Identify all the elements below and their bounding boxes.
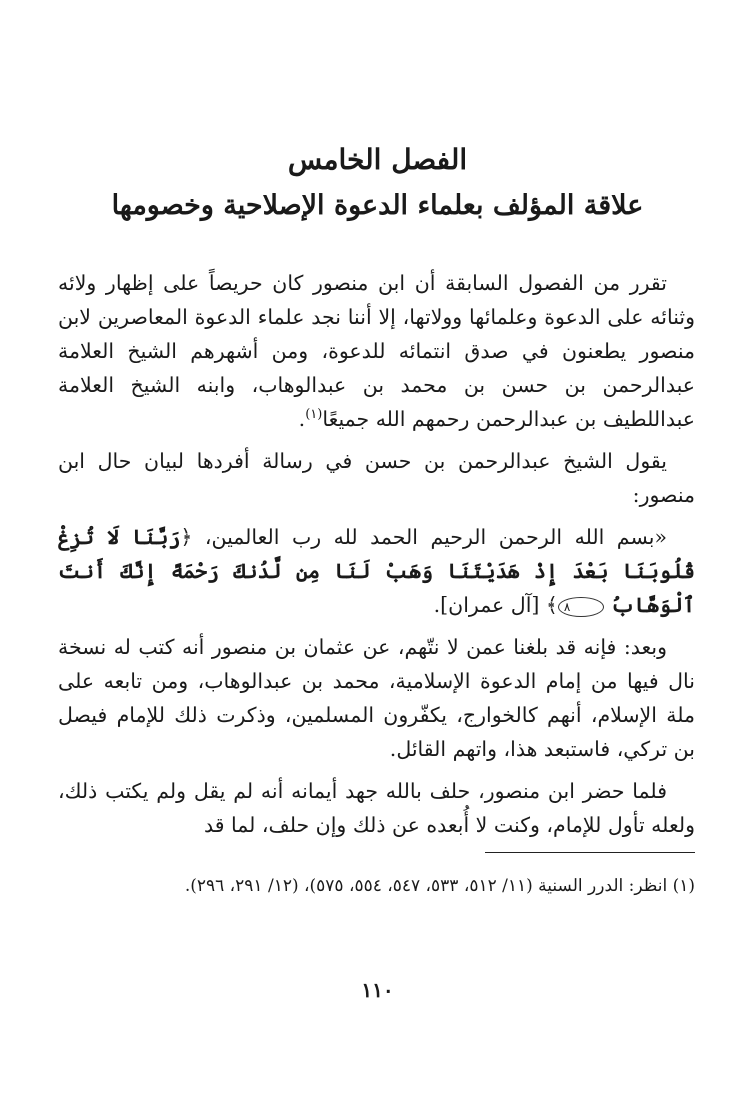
chapter-number: الفصل الخامس (287, 143, 468, 176)
sura-reference: ﴾ [آل عمران]. (433, 593, 558, 617)
paragraph-quote-intro: يقول الشيخ عبدالرحمن بن حسن في رسالة أفردها لبيان حال ابن منصور: (58, 449, 695, 507)
chapter-heading (60, 140, 695, 230)
quran-verse: رَبَّنَا لَا تُزِغْ قُلُوبَنَا بَعْدَ إِذْ هَدَيْتَنَا وَهَبْ لَنَا مِن لَّدُنكَ رَحْمَةً إِنَّكَ أَنتَ ٱلْوَهَّابُ (58, 525, 695, 617)
paragraph-intro-text: تقرر من الفصول السابقة أن ابن منصور كان حريصاً على إظهار ولائه وثنائه على الدعوة وعلمائها وولاتها، إلا أننا نجد علماء الدعوة المعاصرين لابن منصور يطعنون في صدق انتمائه للدعوة، ومن أشهرهم الشيخ العلامة عبدالرحمن بن حسن بن محمد بن عبدالوهاب، وابنه الشيخ العلامة عبداللطيف بن عبدالرحمن رحمهم الله جميعًا (58, 271, 695, 431)
chapter-title: علاقة المؤلف بعلماء الدعوة الإصلاحية وخصومها (111, 190, 644, 221)
ayah-number-marker: ٨ (558, 597, 604, 617)
paragraph-basmala (58, 520, 695, 622)
footnote-text: (١) انظر: الدرر السنية (١١/ ٥١٢، ٥٣٣، ٥٤٧، ٥٥٤، ٥٧٥)، (١٢/ ٢٩١، ٢٩٦). (184, 876, 695, 896)
page-number: ١١٠ (361, 978, 394, 1002)
footnote-divider (485, 852, 695, 853)
basmala-text: «بسم الله الرحمن الرحيم الحمد لله رب العالمين، ﴿ (180, 525, 667, 549)
paragraph-intro-end: . (298, 407, 306, 431)
footnote (58, 872, 695, 900)
body-text (58, 266, 695, 842)
footnote-reference: (١) (305, 407, 323, 423)
paragraph-oath: فلما حضر ابن منصور، حلف بالله جهد أيمانه أنه لم يقل ولم يكتب ذلك، ولعله تأول للإمام، وكنت لا أُبعده عن ذلك وإن حلف، لما قد (58, 779, 695, 837)
paragraph-intro (58, 266, 695, 436)
paragraph-letter: وبعد: فإنه قد بلغنا عمن لا نتّهم، عن عثمان بن منصور أنه كتب له نسخة نال فيها من إمام الدعوة الإسلامية، محمد بن عبدالوهاب، ومن تابعه على ملة الإسلام، أنهم كالخوارج، يكفّرون المسلمين، وذكرت ذلك للإمام فيصل بن تركي، فاستبعد هذا، واتهم القائل. (58, 635, 695, 761)
